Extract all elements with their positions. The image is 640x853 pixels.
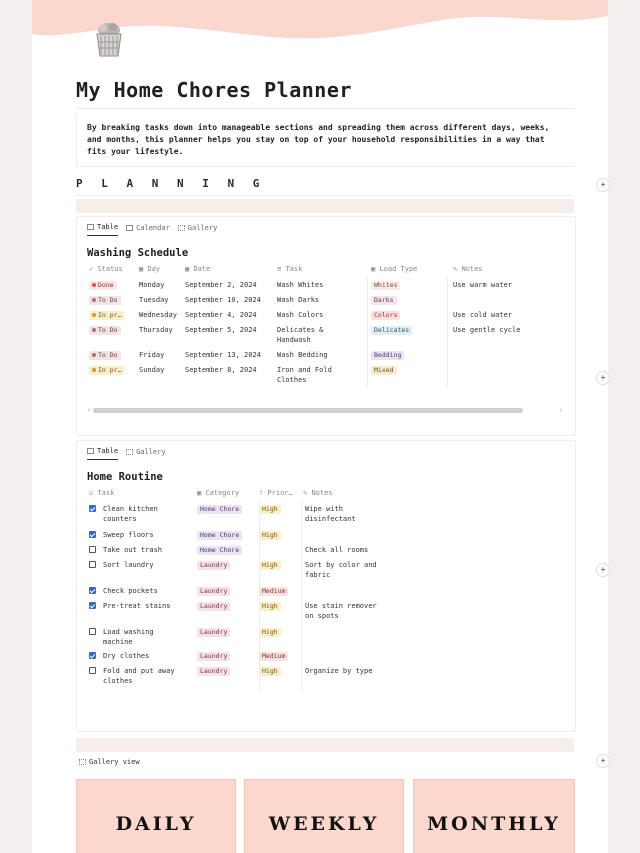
done-checkbox[interactable] [89,602,96,609]
column-header-priority[interactable]: ! Prior… [259,489,293,497]
column-header-status[interactable]: ✓ Status [89,265,123,273]
day-cell: Tuesday [139,296,169,304]
column-divider [367,277,368,387]
load-type-tag: Bedding [371,350,404,360]
day-cell: Monday [139,281,165,289]
priority-tag: High [259,504,281,514]
day-cell: Sunday [139,366,165,374]
tab-gallery[interactable] [178,223,218,236]
priority-tag: High [259,560,281,570]
calendar-icon [126,225,133,231]
notes-cell: Organize by type [305,667,373,675]
tab-label: Calendar [136,223,170,232]
tab-label: Gallery [136,447,166,456]
intro-callout: By breaking tasks down into manageable sections and spreading them across different days, weeks, and months, this planner helps you stay on top of your household responsibilities in a way that fits your lifestyle. [76,114,574,167]
column-header-task[interactable]: ☑ Task [89,489,115,497]
day-cell: Thursday [139,326,173,334]
add-icon[interactable]: + [596,178,610,192]
category-tag: Laundry [197,601,230,611]
task-cell: Wash Darks [277,296,320,304]
section-heading: P L A N N I N G [76,177,266,190]
task-cell: Pre-treat stains [103,602,171,610]
load-type-tag: Mixed [371,365,397,375]
done-checkbox[interactable] [89,667,96,674]
task-cell: Sweep floors [103,531,154,539]
done-checkbox[interactable] [89,546,96,553]
table-icon [87,448,94,454]
card-title: DAILY [115,813,197,835]
tab-label: Table [97,223,119,231]
card-title: WEEKLY [268,813,380,835]
date-cell: September 2, 2024 [185,281,257,289]
scroll-right-icon[interactable]: › [559,406,564,414]
laundry-basket-icon [92,20,126,60]
page [32,0,608,853]
task-cell: Take out trash [103,546,163,554]
priority-tag: Medium [259,586,288,596]
priority-tag: High [259,666,281,676]
tab-gallery[interactable] [126,447,166,460]
status-badge[interactable]: In pr… [89,310,124,320]
column-header-notes[interactable]: ✎ Notes [453,265,483,273]
done-checkbox[interactable] [89,628,96,635]
category-tag: Laundry [197,586,230,596]
horizontal-scrollbar[interactable] [93,408,523,413]
divider [76,108,574,109]
add-icon[interactable]: + [596,563,610,577]
task-cell: Sort laundry [103,561,154,569]
done-checkbox[interactable] [89,531,96,538]
tab-label: Gallery [187,223,218,232]
category-tag: Laundry [197,627,230,637]
scroll-left-icon[interactable]: ‹ [87,406,92,414]
database-title: Washing Schedule [87,247,189,259]
notes-cell: Use stain remover on spots [305,602,377,620]
column-header-task[interactable]: ≡ Task [277,265,303,273]
column-header-load-type[interactable]: ▣ Load Type [371,265,418,273]
task-cell: Delicates & Handwash [277,326,324,344]
date-cell: September 8, 2024 [185,366,257,374]
priority-tag: High [259,601,281,611]
card-title: MONTHLY [427,813,561,835]
notes-cell: Use gentle cycle [453,326,521,334]
spacer-band [76,738,574,752]
notes-cell: Use cold water [453,311,513,319]
tab-table[interactable] [87,223,118,236]
column-divider [301,501,302,691]
category-tag: Laundry [197,560,230,570]
load-type-tag: Delicates [371,325,412,335]
date-cell: September 13, 2024 [185,351,261,359]
done-checkbox[interactable] [89,587,96,594]
divider [76,195,574,196]
notes-cell: Check all rooms [305,546,369,554]
tab-table[interactable] [87,447,118,460]
load-type-tag: Whites [371,280,400,290]
task-cell: Dry clothes [103,652,150,660]
table-icon [87,224,94,230]
day-cell: Friday [139,351,165,359]
column-divider [447,277,448,387]
gallery-icon [79,759,86,765]
done-checkbox[interactable] [89,505,96,512]
notes-cell: Wipe with disinfectant [305,505,356,523]
column-header-day[interactable]: ▦ Day [139,265,161,273]
status-badge[interactable]: To Do [89,350,121,360]
column-header-date[interactable]: ▦ Date [185,265,211,273]
priority-tag: High [259,530,281,540]
task-cell: Iron and Fold Clothes [277,366,332,384]
day-cell: Wednesday [139,311,177,319]
gallery-icon [126,449,133,455]
load-type-tag: Colors [371,310,400,320]
tab-calendar[interactable] [126,223,170,236]
database-title: Home Routine [87,471,163,483]
category-tag: Home Chore [197,504,242,514]
add-icon[interactable]: + [596,371,610,385]
date-cell: September 10, 2024 [185,296,261,304]
column-header-notes[interactable]: ✎ Notes [303,489,333,497]
spacer-band [76,199,574,213]
priority-tag: High [259,627,281,637]
page-title: My Home Chores Planner [76,78,352,102]
gallery-card-weekly[interactable] [244,779,404,853]
priority-tag: Medium [259,651,288,661]
tab-label: Table [97,447,119,455]
home-routine-database [76,440,576,732]
add-icon[interactable]: + [596,754,610,768]
category-tag: Home Chore [197,545,242,555]
task-cell: Fold and put away clothes [103,667,175,685]
gallery-view-label[interactable]: Gallery view [79,758,140,766]
done-checkbox[interactable] [89,652,96,659]
status-badge[interactable]: To Do [89,325,121,335]
view-tabs [87,223,217,236]
column-header-category[interactable]: ▣ Category [197,489,240,497]
status-badge[interactable]: Done [89,280,117,290]
category-tag: Laundry [197,651,230,661]
status-badge[interactable]: To Do [89,295,121,305]
task-cell: Wash Colors [277,311,324,319]
done-checkbox[interactable] [89,561,96,568]
category-tag: Home Chore [197,530,242,540]
category-tag: Laundry [197,666,230,676]
gallery-card-daily[interactable] [76,779,236,853]
task-cell: Clean kitchen counters [103,505,158,523]
task-cell: Load washing machine [103,628,154,646]
washing-schedule-database [76,216,576,436]
view-tabs [87,447,166,460]
gallery-card-monthly[interactable] [413,779,575,853]
notes-cell: Sort by color and fabric [305,561,377,579]
date-cell: September 4, 2024 [185,311,257,319]
notes-cell: Use warm water [453,281,513,289]
status-badge[interactable]: In pr… [89,365,124,375]
task-cell: Check pockets [103,587,158,595]
load-type-tag: Darks [371,295,397,305]
task-cell: Wash Bedding [277,351,328,359]
task-cell: Wash Whites [277,281,324,289]
gallery-icon [178,225,185,231]
date-cell: September 5, 2024 [185,326,257,334]
